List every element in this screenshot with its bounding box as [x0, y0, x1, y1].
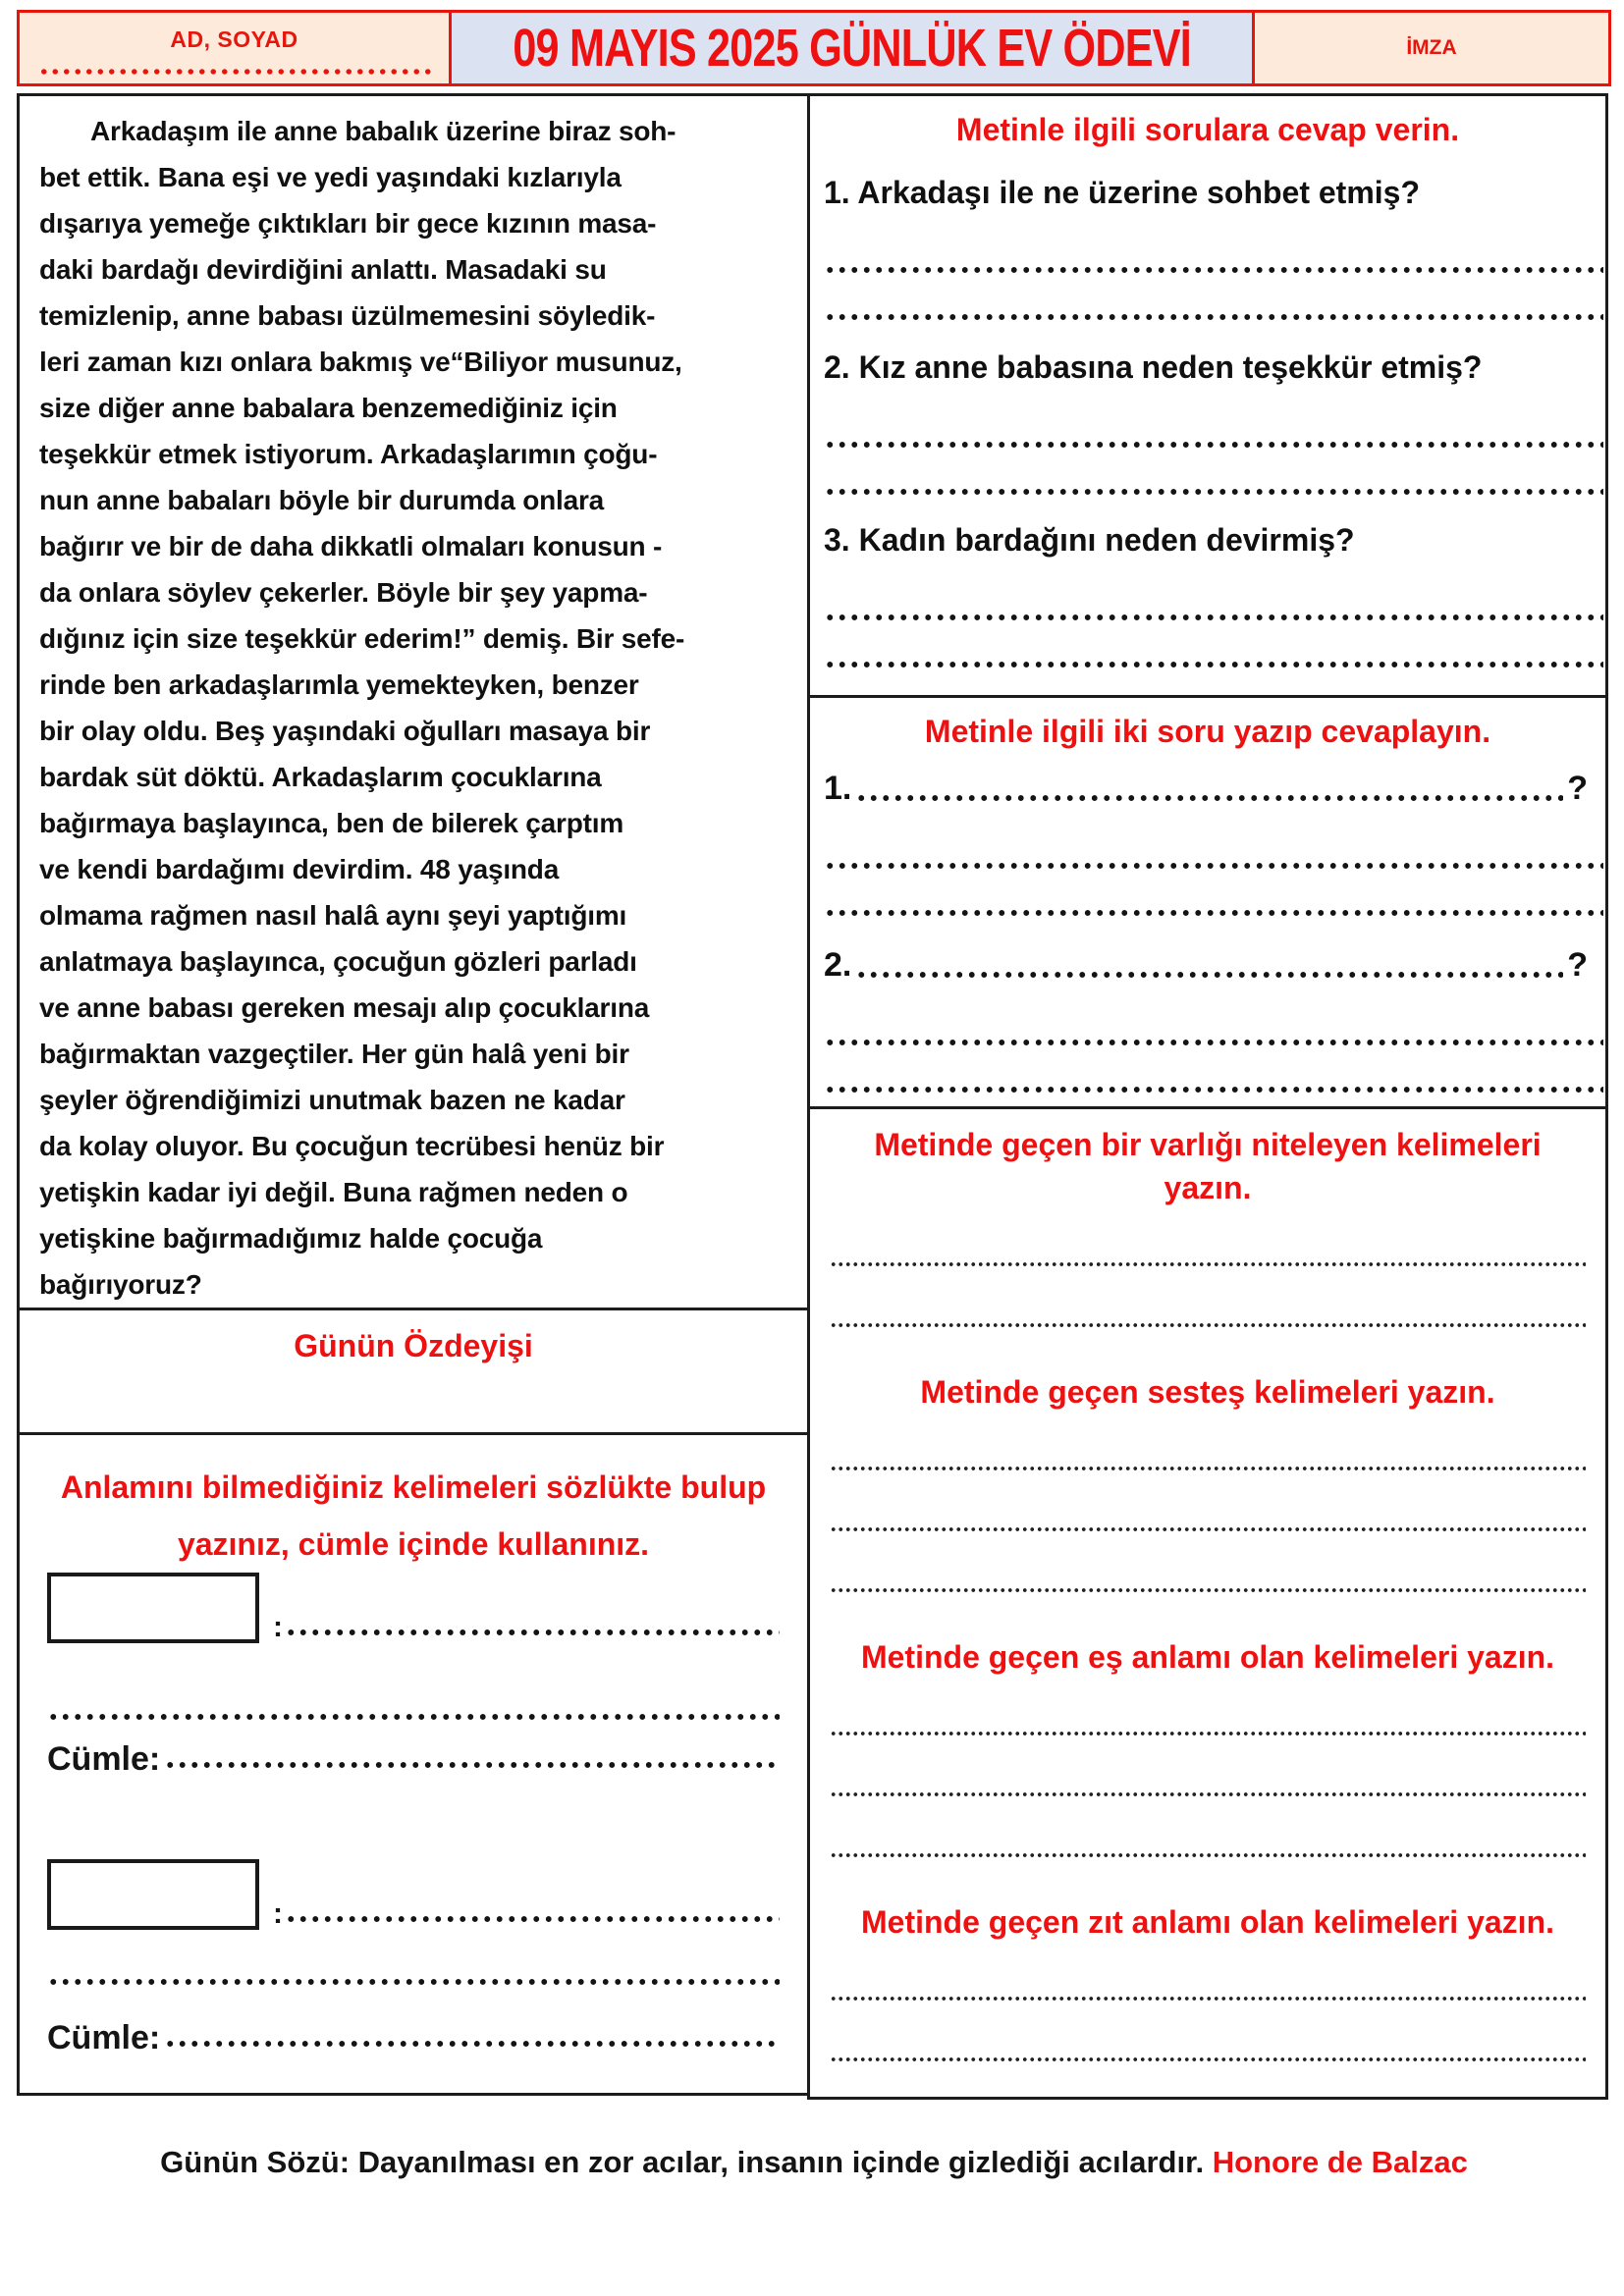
vocab-dotted-line	[830, 1465, 1586, 1472]
prompt-dotted-line	[855, 793, 1563, 803]
page-title: 09 MAYIS 2025 GÜNLÜK EV ÖDEVİ	[513, 19, 1191, 78]
dictionary-title-line2: yazınız, cümle içinde kullanınız.	[177, 1526, 650, 1562]
vocab-dotted-line	[830, 1525, 1586, 1533]
text-line: bağırmaya başlayınca, ben de bilerek çarptım	[39, 808, 624, 838]
text-line: yetişkine bağırmadığımız halde çocuğa	[39, 1223, 543, 1254]
vocab-dotted-line	[830, 1995, 1586, 2002]
sentence-row-2	[47, 2016, 780, 2059]
text-line: bağırıyoruz?	[39, 1269, 202, 1300]
signature-cell	[1255, 13, 1608, 83]
vocab-dotted-line	[830, 2056, 1586, 2063]
vocab-dotted-line	[830, 1321, 1586, 1329]
colon-label: :	[273, 1611, 283, 1643]
quote-of-day-box	[17, 1308, 810, 1435]
title-cell	[452, 13, 1255, 83]
word-box-2	[47, 1859, 259, 1930]
text-line: ve kendi bardağımı devirdim. 48 yaşında	[39, 854, 560, 884]
text-line: dışarıya yemeğe çıktıkları bir gece kızının masa-	[39, 208, 657, 239]
text-line: da kolay oluyor. Bu çocuğun tecrübesi henüz bir	[39, 1131, 665, 1161]
text-line: ve anne babası gereken mesajı alıp çocuklarına	[39, 992, 650, 1023]
answer-dotted-line	[824, 861, 1603, 871]
text-line: leri zaman kızı onlara bakmış ve“Biliyor musunuz,	[39, 347, 682, 377]
right-column	[807, 93, 1608, 2100]
definition-dotted-line	[47, 1712, 780, 1722]
sentence-label: Cümle:	[47, 2019, 161, 2056]
answer-dotted-line	[824, 660, 1603, 669]
reading-text	[39, 108, 789, 1308]
dictionary-entry-1	[47, 1573, 780, 1643]
name-field-cell	[20, 13, 452, 83]
content-columns	[17, 93, 1611, 2100]
name-label: AD, SOYAD	[170, 26, 298, 52]
quote-text: Günün Sözü: Dayanılması en zor acılar, insanın içinde gizlediği acılardır.	[160, 2145, 1205, 2179]
vocab-title-synonym: Metinde geçen eş anlamı olan kelimeleri yazın.	[860, 1639, 1555, 1675]
answer-dotted-line	[824, 312, 1603, 322]
reading-text-box	[17, 93, 810, 1310]
vocab-title-homophone: Metinde geçen sesteş kelimeleri yazın.	[920, 1374, 1495, 1410]
vocab-title-qualifier: Metinde geçen bir varlığı niteleyen kelimeleri yazın.	[874, 1127, 1542, 1205]
write-prompt-1	[824, 767, 1605, 810]
question-mark: ?	[1567, 770, 1588, 807]
answer-dotted-line	[824, 440, 1603, 450]
answer-dotted-line	[824, 487, 1603, 497]
left-column	[17, 93, 810, 2096]
quote-of-day-title: Günün Özdeyişi	[294, 1328, 533, 1363]
sentence-dotted-line	[164, 2039, 780, 2049]
text-line: temizlenip, anne babası üzülmemesini söyledik-	[39, 300, 656, 331]
text-line: daki bardağı devirdiğini anlattı. Masadaki su	[39, 254, 607, 285]
text-line: anlatmaya başlayınca, çocuğun gözleri parladı	[39, 946, 637, 977]
text-line: bet ettik. Bana eşi ve yedi yaşındaki kızlarıyla	[39, 162, 622, 192]
vocab-dotted-line	[830, 1730, 1586, 1737]
text-line: bağırır ve bir de daha dikkatli olmaları konusun -	[39, 531, 663, 561]
text-line: bağırmaktan vazgeçtiler. Her gün halâ yeni bir	[39, 1039, 629, 1069]
vocab-dotted-line	[830, 1790, 1586, 1798]
text-line: teşekkür etmek istiyorum. Arkadaşlarımın çoğu-	[39, 439, 658, 469]
dictionary-title	[47, 1459, 780, 1573]
vocabulary-box	[807, 1106, 1608, 2100]
definition-dotted-line	[47, 1977, 780, 1987]
dictionary-box	[17, 1432, 810, 2096]
answer-dotted-line	[824, 265, 1603, 275]
answer-section-title: Metinle ilgili sorulara cevap verin.	[955, 112, 1460, 147]
prompt-number: 2.	[824, 946, 852, 984]
definition-dotted-line	[285, 1914, 780, 1924]
text-line: dığınız için size teşekkür ederim!” demiş. Bir sefe-	[39, 623, 685, 654]
prompt-dotted-line	[855, 970, 1563, 980]
answer-dotted-line	[824, 1038, 1603, 1047]
question-2: 2. Kız anne babasına neden teşekkür etmiş?	[824, 349, 1483, 385]
vocab-title-antonym: Metinde geçen zıt anlamı olan kelimeleri yazın.	[861, 1904, 1554, 1940]
definition-dotted-line	[285, 1628, 780, 1637]
answer-dotted-line	[824, 1085, 1603, 1095]
write-prompt-2	[824, 943, 1605, 987]
name-dotted-line	[38, 67, 431, 77]
text-line: size diğer anne babalara benzemediğiniz için	[39, 393, 618, 423]
write-questions-box	[807, 695, 1608, 1109]
vocab-dotted-line	[830, 1586, 1586, 1594]
dictionary-title-line1: Anlamını bilmediğiniz kelimeleri sözlükte bulup	[60, 1469, 767, 1505]
write-section-title: Metinle ilgili iki soru yazıp cevaplayın.	[924, 714, 1491, 749]
word-box-1	[47, 1573, 259, 1643]
sentence-dotted-line	[164, 1760, 780, 1770]
question-1: 1. Arkadaşı ile ne üzerine sohbet etmiş?	[824, 175, 1421, 210]
answer-dotted-line	[824, 908, 1603, 918]
sentence-label: Cümle:	[47, 1740, 161, 1778]
word-definition-line-1	[259, 1611, 780, 1643]
signature-label: İMZA	[1406, 36, 1457, 59]
text-line: da onlara söylev çekerler. Böyle bir şey yapma-	[39, 577, 648, 608]
quote-author: Honore de Balzac	[1212, 2145, 1468, 2179]
dictionary-entry-2	[47, 1859, 780, 1930]
sentence-row-1	[47, 1737, 780, 1781]
colon-label: :	[273, 1897, 283, 1930]
text-line: şeyler öğrendiğimizi unutmak bazen ne kadar	[39, 1085, 625, 1115]
question-3: 3. Kadın bardağını neden devirmiş?	[824, 522, 1355, 558]
vocab-dotted-line	[830, 1851, 1586, 1859]
text-line: yetişkin kadar iyi değil. Buna rağmen neden o	[39, 1177, 628, 1207]
prompt-number: 1.	[824, 770, 852, 807]
text-line: nun anne babaları böyle bir durumda onlara	[39, 485, 605, 515]
text-line: rinde ben arkadaşlarımla yemekteyken, benzer	[39, 669, 639, 700]
footer-quote	[17, 2145, 1611, 2180]
text-line: Arkadaşım ile anne babalık üzerine biraz soh-	[90, 116, 677, 146]
question-mark: ?	[1567, 946, 1588, 984]
text-line: bardak süt döktü. Arkadaşlarım çocuklarına	[39, 762, 602, 792]
vocab-dotted-line	[830, 1260, 1586, 1268]
header	[17, 10, 1611, 86]
text-line: olmama rağmen nasıl halâ aynı şeyi yaptığımı	[39, 900, 627, 931]
word-definition-line-2	[259, 1897, 780, 1930]
text-line: bir olay oldu. Beş yaşındaki oğulları masaya bir	[39, 716, 651, 746]
answer-questions-box	[807, 93, 1608, 698]
answer-dotted-line	[824, 613, 1603, 622]
